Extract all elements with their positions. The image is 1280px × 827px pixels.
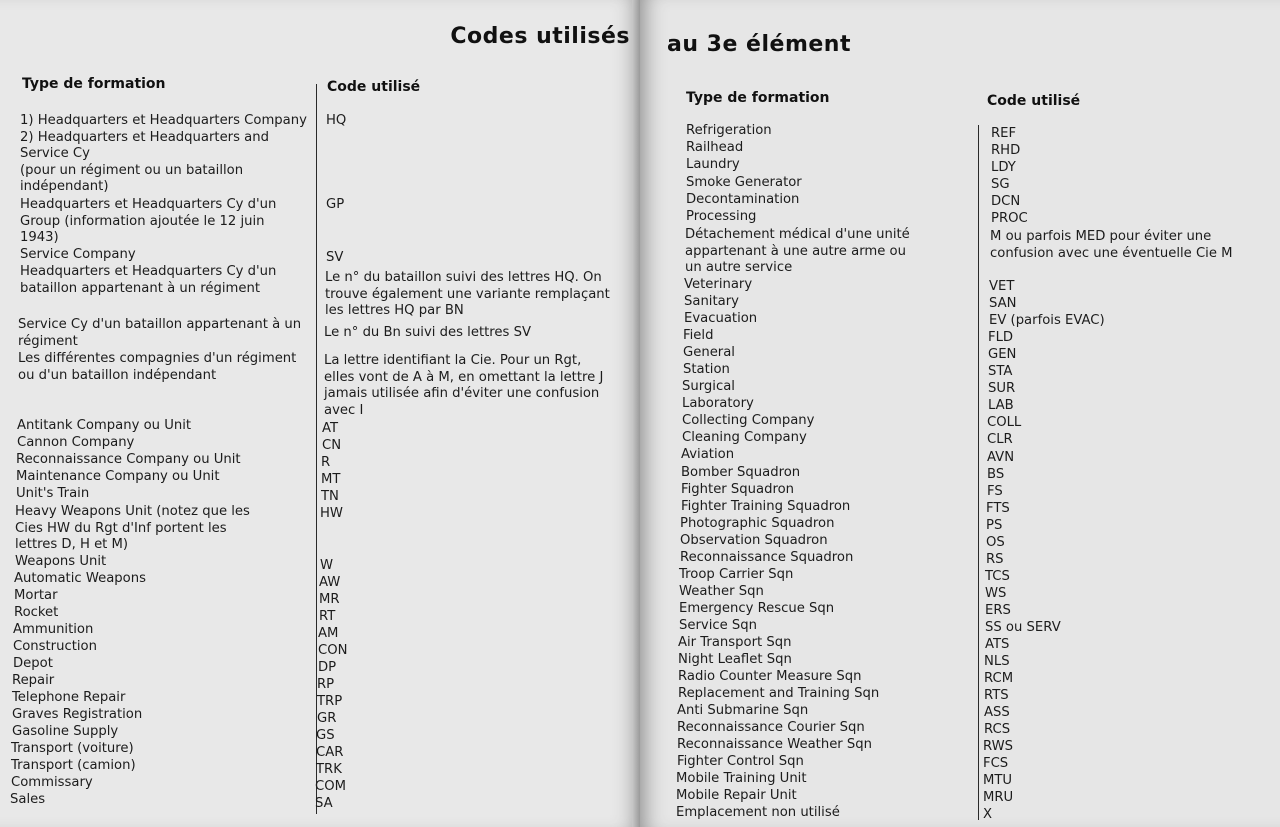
right-row-code: EV (parfois EVAC) — [989, 313, 1105, 328]
left-row-type: Repair — [12, 673, 55, 688]
right-row-type: Troop Carrier Sqn — [679, 567, 794, 582]
right-row-type: Field — [683, 328, 714, 343]
right-row-type: Weather Sqn — [679, 584, 764, 599]
left-row-code: Le n° du Bn suivi des lettres SV — [324, 325, 532, 340]
left-row-code: MR — [319, 592, 340, 607]
right-row-type: Fighter Squadron — [681, 482, 795, 497]
right-row-type: Cleaning Company — [682, 430, 807, 445]
right-row-code: REF — [991, 126, 1017, 141]
left-row-code: CON — [318, 643, 348, 658]
left-row-type: 1) Headquarters et Headquarters Company 2) Headquarters et Headquarters and Service Cy (pour un régiment ou un bataillon indépendant) — [20, 113, 307, 194]
right-column-divider — [978, 125, 979, 820]
right-row-code: NLS — [984, 654, 1010, 669]
right-row-code: WS — [985, 586, 1007, 601]
left-header-type: Type de formation — [22, 76, 166, 92]
left-row-type: Graves Registration — [12, 707, 143, 722]
right-row-type: Veterinary — [684, 277, 753, 292]
right-row-code: M ou parfois MED pour éviter une confusion avec une éventuelle Cie M — [990, 229, 1233, 261]
right-row-type: Anti Submarine Sqn — [677, 703, 809, 718]
left-row-type: Service Company — [20, 247, 136, 262]
left-row-type: Gasoline Supply — [12, 724, 119, 739]
left-header-code: Code utilisé — [327, 79, 421, 95]
left-row-type: Construction — [13, 639, 97, 654]
right-row-type: Reconnaissance Squadron — [680, 550, 854, 565]
right-row-type: Radio Counter Measure Sqn — [678, 669, 862, 684]
right-row-code: MTU — [983, 773, 1013, 788]
right-row-code: LAB — [988, 398, 1014, 413]
right-row-code: SUR — [988, 381, 1016, 396]
right-row-type: Night Leaflet Sqn — [678, 652, 792, 667]
left-row-type: Automatic Weapons — [14, 571, 146, 586]
right-row-code: X — [983, 807, 993, 822]
left-row-type: Headquarters et Headquarters Cy d'un Group (information ajoutée le 12 juin 1943) — [20, 197, 277, 245]
right-row-code: ERS — [985, 603, 1011, 618]
left-row-type: Maintenance Company ou Unit — [16, 469, 220, 484]
right-row-code: RTS — [984, 688, 1009, 703]
right-row-code: GEN — [988, 347, 1017, 362]
left-row-code: TRP — [317, 694, 343, 709]
left-row-code: RP — [317, 677, 335, 692]
left-row-code: SA — [315, 796, 333, 811]
left-row-code: AT — [322, 421, 339, 436]
left-row-type: Les différentes compagnies d'un régiment ou d'un bataillon indépendant — [18, 351, 297, 383]
right-row-type: Evacuation — [684, 311, 758, 326]
left-row-code: GS — [316, 728, 335, 743]
right-row-type: Fighter Training Squadron — [681, 499, 851, 514]
right-row-code: STA — [988, 364, 1013, 379]
right-row-code: ATS — [985, 637, 1010, 652]
right-row-type: Railhead — [686, 140, 744, 155]
left-row-type: Cannon Company — [17, 435, 135, 450]
right-row-code: RS — [986, 552, 1004, 567]
right-row-type: Air Transport Sqn — [678, 635, 792, 650]
right-row-type: Laboratory — [682, 396, 754, 411]
right-row-code: LDY — [991, 160, 1016, 175]
left-row-code: DP — [318, 660, 337, 675]
right-row-type: Surgical — [682, 379, 735, 394]
left-row-type: Transport (voiture) — [11, 741, 134, 756]
right-row-code: FCS — [983, 756, 1009, 771]
left-row-code: CN — [322, 438, 342, 453]
right-row-type: Sanitary — [684, 294, 739, 309]
left-row-code: AW — [319, 575, 341, 590]
right-row-code: TCS — [985, 569, 1010, 584]
right-row-code: VET — [989, 279, 1015, 294]
left-row-type: Sales — [10, 792, 46, 807]
right-row-type: General — [683, 345, 735, 360]
left-row-type: Ammunition — [13, 622, 94, 637]
left-row-code: HW — [320, 506, 343, 521]
right-row-code: OS — [986, 535, 1005, 550]
left-row-code: TRK — [316, 762, 342, 777]
right-page-title: au 3e élément — [667, 32, 851, 57]
right-row-type: Refrigeration — [686, 123, 772, 138]
right-row-code: RWS — [983, 739, 1014, 754]
right-row-code: RCS — [984, 722, 1011, 737]
left-row-code: RT — [319, 609, 336, 624]
right-row-code: FLD — [988, 330, 1014, 345]
right-row-type: Observation Squadron — [680, 533, 828, 548]
right-row-type: Decontamination — [686, 192, 800, 207]
right-row-type: Reconnaissance Courier Sqn — [677, 720, 865, 735]
left-row-code: GP — [326, 197, 345, 212]
left-row-type: Transport (camion) — [11, 758, 136, 773]
right-row-code: SAN — [989, 296, 1017, 311]
right-row-type: Bomber Squadron — [681, 465, 801, 480]
right-row-code: BS — [987, 467, 1005, 482]
left-row-code: COM — [315, 779, 346, 794]
right-row-code: FS — [987, 484, 1003, 499]
left-row-type: Weapons Unit — [15, 554, 107, 569]
right-row-code: PS — [986, 518, 1003, 533]
left-row-code: HQ — [326, 113, 347, 128]
left-page-title: Codes utilisés — [450, 24, 630, 49]
right-row-code: SG — [991, 177, 1010, 192]
right-row-code: MRU — [983, 790, 1014, 805]
right-row-type: Smoke Generator — [686, 175, 802, 190]
right-row-code: RHD — [991, 143, 1021, 158]
left-row-code: R — [321, 455, 331, 470]
right-row-type: Fighter Control Sqn — [677, 754, 804, 769]
right-header-type: Type de formation — [686, 90, 830, 106]
right-row-code: CLR — [987, 432, 1013, 447]
left-row-code: W — [320, 558, 334, 573]
right-row-code: COLL — [987, 415, 1022, 430]
right-row-type: Aviation — [681, 447, 735, 462]
left-row-type: Heavy Weapons Unit (notez que les Cies HW du Rgt d'Inf portent les lettres D, H et M) — [15, 504, 250, 552]
right-row-type: Reconnaissance Weather Sqn — [677, 737, 873, 752]
right-row-code: ASS — [984, 705, 1010, 720]
right-row-type: Collecting Company — [682, 413, 815, 428]
right-row-type: Replacement and Training Sqn — [678, 686, 880, 701]
left-row-code: La lettre identifiant la Cie. Pour un Rgt, elles vont de A à M, en omettant la lettre J jamais utilisée afin d'éviter une confusion avec I — [324, 353, 604, 418]
right-row-type: Détachement médical d'une unité appartenant à une autre arme ou un autre service — [685, 227, 910, 275]
right-row-code: DCN — [991, 194, 1021, 209]
left-row-type: Telephone Repair — [12, 690, 126, 705]
left-row-type: Rocket — [14, 605, 59, 620]
left-row-type: Antitank Company ou Unit — [17, 418, 192, 433]
right-row-code: FTS — [986, 501, 1010, 516]
right-row-code: SS ou SERV — [985, 620, 1061, 635]
right-page — [640, 0, 1280, 827]
right-row-type: Mobile Repair Unit — [676, 788, 797, 803]
left-row-code: GR — [317, 711, 337, 726]
left-row-code: TN — [321, 489, 339, 504]
left-row-type: Depot — [13, 656, 53, 671]
right-row-type: Service Sqn — [679, 618, 758, 633]
right-row-type: Emplacement non utilisé — [676, 805, 840, 820]
left-row-code: AM — [318, 626, 339, 641]
left-row-code: Le n° du bataillon suivi des lettres HQ. On trouve également une variante remplaçant les lettres HQ par BN — [325, 270, 610, 318]
left-row-type: Reconnaissance Company ou Unit — [16, 452, 241, 467]
left-row-type: Commissary — [11, 775, 93, 790]
left-row-type: Mortar — [14, 588, 58, 603]
left-row-code: CAR — [316, 745, 344, 760]
right-row-type: Mobile Training Unit — [676, 771, 807, 786]
right-header-code: Code utilisé — [987, 93, 1081, 109]
left-row-type: Unit's Train — [16, 486, 90, 501]
right-row-type: Station — [683, 362, 730, 377]
right-row-code: RCM — [984, 671, 1014, 686]
right-row-type: Emergency Rescue Sqn — [679, 601, 835, 616]
left-row-type: Headquarters et Headquarters Cy d'un bataillon appartenant à un régiment — [20, 264, 277, 296]
right-row-type: Processing — [686, 209, 757, 224]
left-row-type: Service Cy d'un bataillon appartenant à un régiment — [18, 317, 302, 349]
right-row-type: Photographic Squadron — [680, 516, 835, 531]
right-row-type: Laundry — [686, 157, 740, 172]
left-row-code: MT — [321, 472, 341, 487]
right-row-code: PROC — [991, 211, 1028, 226]
right-row-code: AVN — [987, 450, 1015, 465]
left-row-code: SV — [326, 250, 344, 265]
